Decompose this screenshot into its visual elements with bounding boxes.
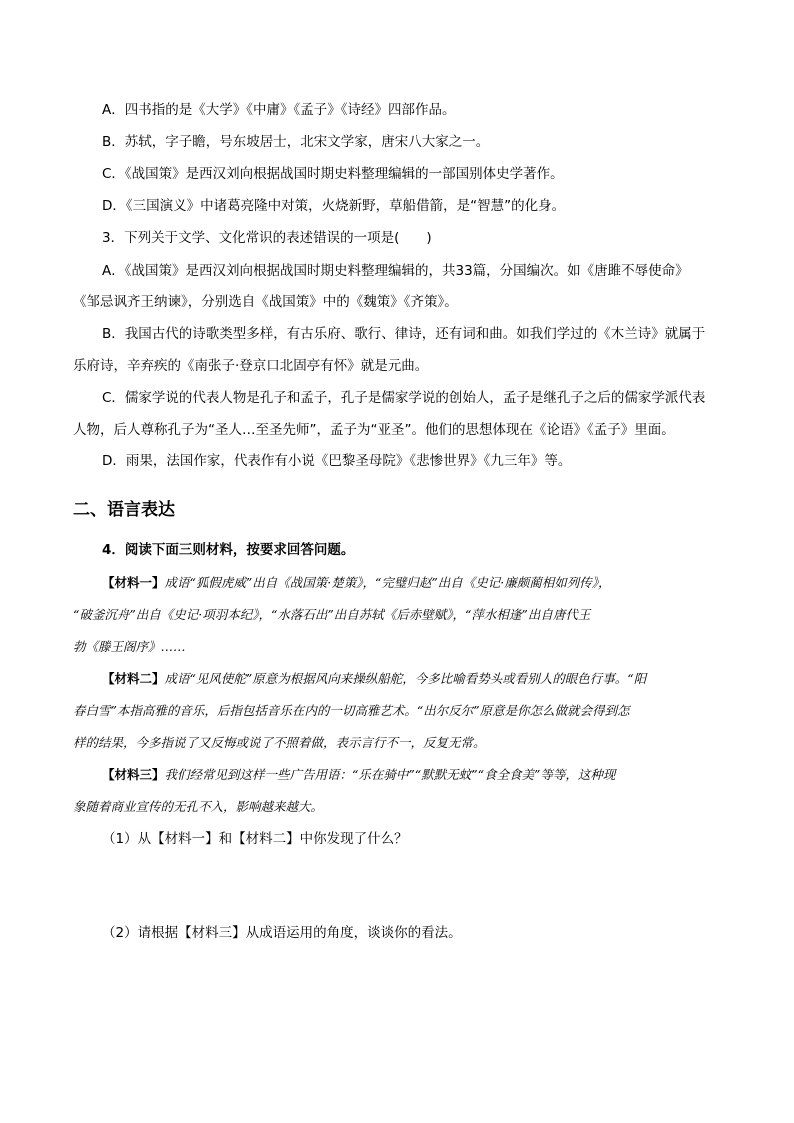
material-3-line1 [102,766,615,784]
q3-option-a-line1: A．《战国策》是西汉刘向根据战国时期史料整理编辑的，共33篇，分国编次。如《唐雎不辱使命》 [102,263,689,279]
material-1-line2: “破釜沉舟”出自《史记·项羽本纪》，“水落石出”出自苏轼《后赤壁赋》，“萍水相逢”出自唐代王 [73,607,591,622]
material-2-line3: 样的结果，今多指说了又反悔或说了不照着做，表示言行不一，反复无常。 [73,735,486,750]
q2-option-c: C．《战国策》是西汉刘向根据战国时期史料整理编辑的一部国别体史学著作。 [102,166,564,182]
q3-stem: 3．下列关于文学、文化常识的表述错误的一项是( ) [102,230,432,246]
q3-option-b-line1: B．我国古代的诗歌类型多样，有古乐府、歌行、律诗，还有词和曲。如我们学过的《木兰诗》就属于 [102,326,706,342]
material-1-text: 成语“狐假虎威”出自《战国策·楚策》，“完璧归赵”出自《史记·廉颇蔺相如列传》， [164,575,611,590]
q3-option-b-line2: 乐府诗，辛弃疾的《南张子·登京口北固亭有怀》就是元曲。 [73,358,429,374]
q4-subquestion-2: （2）请根据【材料三】从成语运用的角度，谈谈你的看法。 [102,925,462,941]
material-3-tag: 【材料三】 [102,767,165,782]
material-2-line1 [102,670,646,688]
q3-option-c-line2: 人物，后人尊称孔子为“圣人…至圣先师”，孟子为“亚圣”。他们的思想体现在《论语》《孟子》里面。 [73,422,675,438]
material-1-line3: 勃《滕王阁序》…… [73,639,186,654]
section-title: 二、语言表达 [73,500,175,520]
q3-option-a-line2: 《邹忌讽齐王纳谏》，分别选自《战国策》中的《魏策》《齐策》。 [73,294,458,310]
material-2-line2: 春白雪”本指高雅的音乐，后指包括音乐在内的一切高雅艺术。“出尔反尔”原意是你怎么做就会得到怎 [73,703,630,718]
q3-option-c-line1: C．儒家学说的代表人物是孔子和孟子，孔子是儒家学说的创始人，孟子是继孔子之后的儒家学派代表 [102,390,706,406]
material-1-line1 [102,574,611,592]
q4-subquestion-1: （1）从【材料一】和【材料二】中你发现了什么？ [102,831,408,847]
q2-option-b: B．苏轼，字子瞻，号东坡居士，北宋文学家，唐宋八大家之一。 [102,134,490,150]
q4-stem: 4．阅读下面三则材料，按要求回答问题。 [102,542,355,558]
material-3-line2: 象随着商业宣传的无孔不入，影响越来越大。 [73,799,324,814]
material-3-text: 我们经常见到这样一些广告用语：“乐在骑中”“默默无蚊”“食全食美”等等，这种现 [164,767,616,782]
material-1-tag: 【材料一】 [102,575,165,590]
q2-option-d: D．《三国演义》中诸葛亮隆中对策，火烧新野，草船借箭，是“智慧”的化身。 [102,198,566,214]
material-2-tag: 【材料二】 [102,671,165,686]
q2-option-a: A．四书指的是《大学》《中庸》《孟子》《诗经》四部作品。 [102,102,456,118]
material-2-text: 成语“见风使舵”原意为根据风向来操纵船舵，今多比喻看势头或看别人的眼色行事。“阳 [164,671,647,686]
q3-option-d: D．雨果，法国作家，代表作有小说《巴黎圣母院》《悲惨世界》《九三年》等。 [102,453,572,469]
